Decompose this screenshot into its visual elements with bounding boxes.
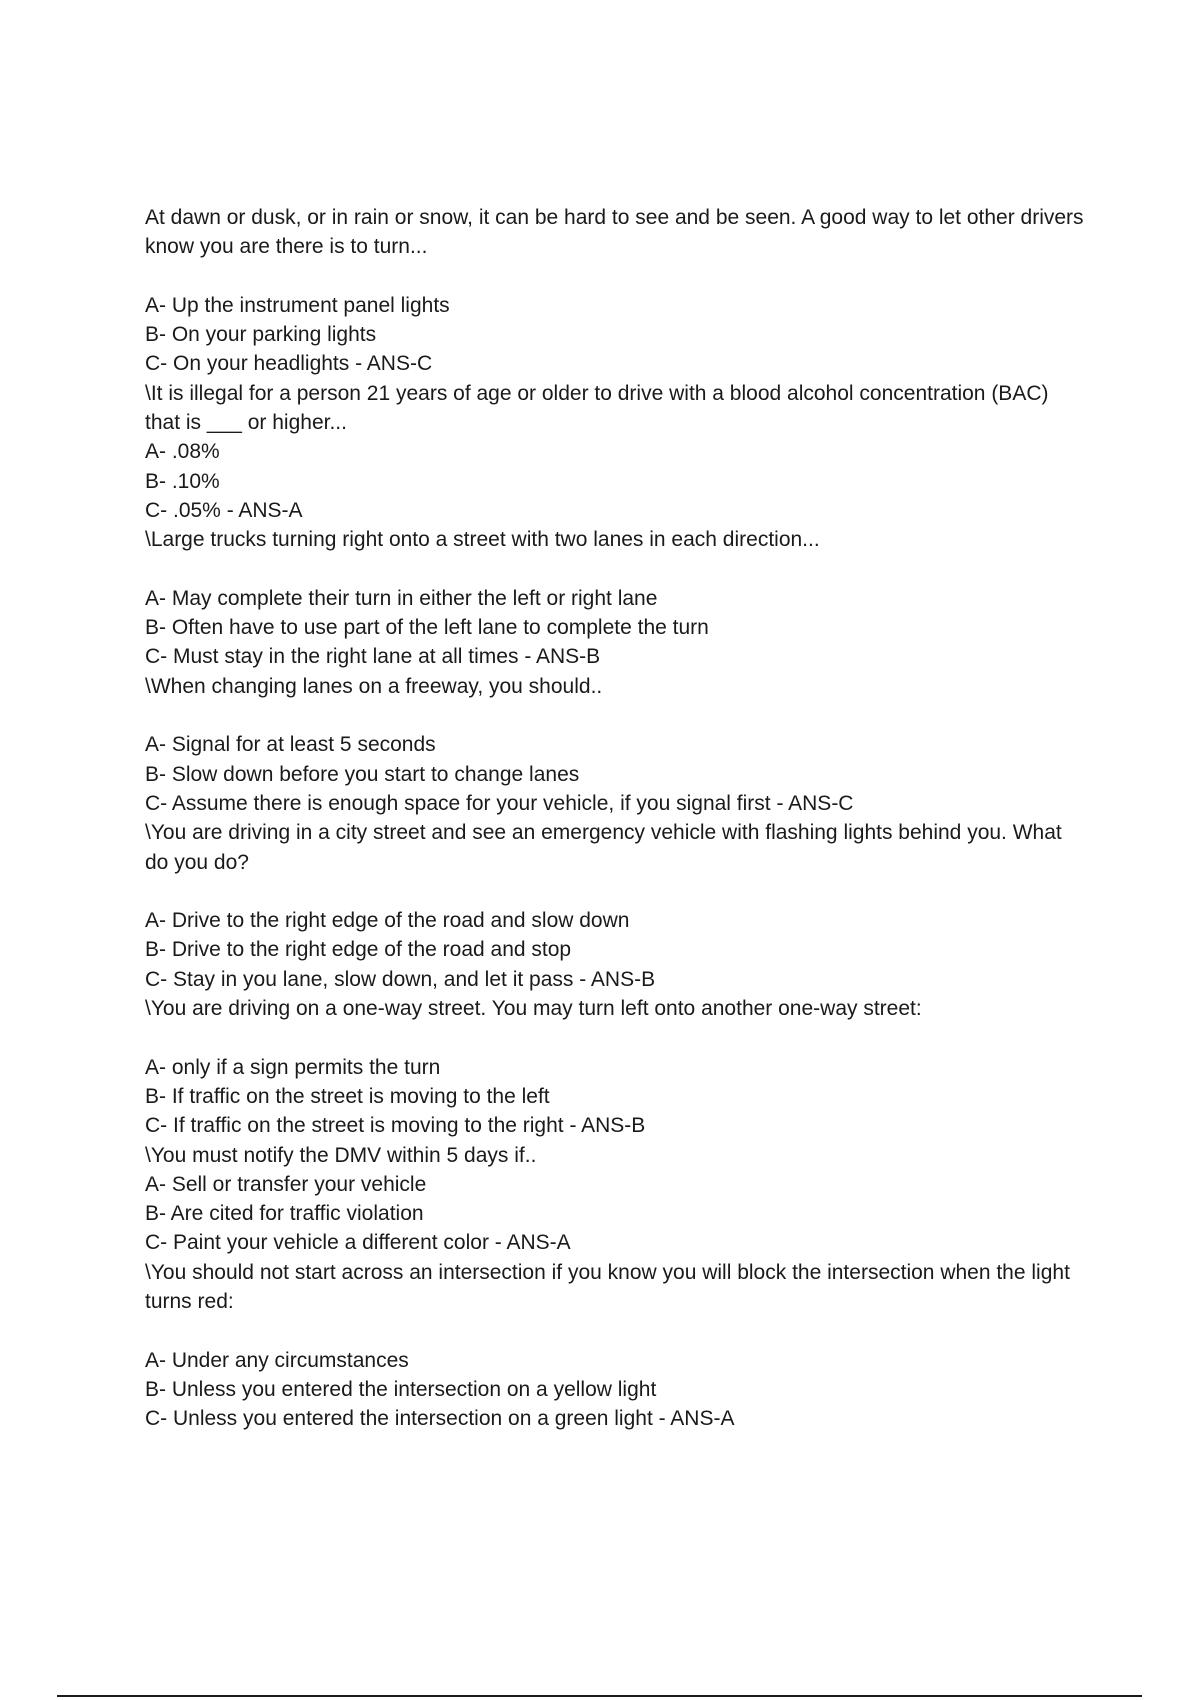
blank-line [145, 1023, 1085, 1052]
question-block [145, 1141, 1085, 1258]
option-c-answer: C- Must stay in the right lane at all times - ANS-B [145, 645, 601, 669]
option-b: B- Slow down before you start to change lanes [145, 762, 580, 786]
question-text: \You are driving on a one-way street. You may turn left onto another one-way street: [145, 997, 922, 1021]
question-text: \You are driving in a city street and see an emergency vehicle with flashing lights behind you. What do you do? [145, 821, 1068, 874]
question-block [145, 525, 1085, 671]
question-text: \It is illegal for a person 21 years of age or older to drive with a blood alcohol concentration (BAC) that is ___ or higher... [145, 381, 1055, 435]
option-c-answer: C- On your headlights - ANS-C [145, 352, 433, 376]
option-b: B- Drive to the right edge of the road and stop [145, 938, 572, 962]
blank-line [145, 1316, 1085, 1345]
option-c-answer: C- Paint your vehicle a different color - ANS-A [145, 1231, 571, 1255]
question-text: \You must notify the DMV within 5 days if.. [145, 1143, 537, 1167]
option-a: A- Drive to the right edge of the road and slow down [145, 909, 630, 933]
option-c-answer: C- Stay in you lane, slow down, and let it pass - ANS-B [145, 967, 656, 991]
option-a: A- Sell or transfer your vehicle [145, 1172, 427, 1196]
option-a: A- Signal for at least 5 seconds [145, 733, 436, 757]
option-b: B- If traffic on the street is moving to the left [145, 1084, 550, 1108]
blank-line [145, 877, 1085, 906]
option-a: A- May complete their turn in either the left or right lane [145, 586, 658, 610]
question-block [145, 379, 1085, 525]
option-c-answer: C- Assume there is enough space for your vehicle, if you signal first - ANS-C [145, 791, 854, 815]
option-b: B- .10% [145, 469, 220, 493]
blank-line [145, 701, 1085, 730]
question-block [145, 818, 1085, 994]
option-c-answer: C- .05% - ANS-A [145, 498, 303, 522]
question-text: At dawn or dusk, or in rain or snow, it can be hard to see and be seen. A good way to let other drivers know you are there is to turn... [145, 206, 1090, 259]
option-c-answer: C- If traffic on the street is moving to the right - ANS-B [145, 1114, 646, 1138]
option-b: B- Are cited for traffic violation [145, 1202, 424, 1226]
option-b: B- On your parking lights [145, 323, 377, 347]
option-a: A- Up the instrument panel lights [145, 293, 450, 317]
option-a: A- .08% [145, 440, 220, 464]
question-block [145, 994, 1085, 1140]
question-block [145, 1258, 1085, 1434]
question-text: \Large trucks turning right onto a street with two lanes in each direction... [145, 528, 820, 552]
footer-divider [57, 1695, 1142, 1697]
question-block [145, 203, 1090, 379]
question-block [145, 672, 1085, 818]
option-b: B- Often have to use part of the left lane to complete the turn [145, 616, 709, 640]
question-text: \When changing lanes on a freeway, you should.. [145, 674, 603, 698]
option-a: A- Under any circumstances [145, 1348, 409, 1372]
question-text: \You should not start across an intersection if you know you will block the intersection when the light turns red: [145, 1260, 1076, 1313]
option-c-answer: C- Unless you entered the intersection on a green light - ANS-A [145, 1407, 735, 1431]
option-a: A- only if a sign permits the turn [145, 1055, 441, 1079]
blank-line [145, 555, 1085, 584]
document-body [145, 203, 1090, 1433]
blank-line [145, 262, 1085, 291]
option-b: B- Unless you entered the intersection on a yellow light [145, 1377, 657, 1401]
